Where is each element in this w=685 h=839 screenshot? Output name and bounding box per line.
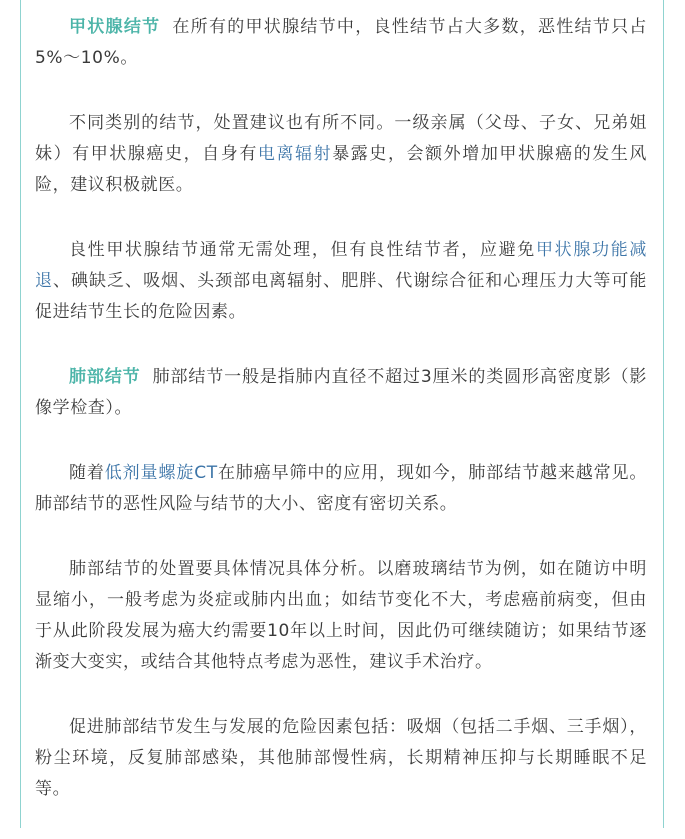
link-ionizing-radiation[interactable]: 电离辐射 <box>257 144 333 164</box>
paragraph-text: 暴露史，会额外增加甲状腺癌的发生风险，建议积极就医。 <box>35 144 648 195</box>
keyword-lung-nodule: 肺部结节 <box>69 367 141 387</box>
paragraph-lung-risk-factors <box>35 712 647 805</box>
paragraph-lung-nodule-intro <box>35 362 647 424</box>
paragraph-text: 不同类别的结节，处置建议也有所不同。一级亲属（父母、子女、兄弟姐妹）有甲状腺癌史，自身有 <box>35 113 647 164</box>
paragraph-lung-management <box>35 554 647 678</box>
paragraph-text: 良性甲状腺结节通常无需处理，但有良性结节者，应避免 <box>69 240 536 260</box>
keyword-thyroid-nodule: 甲状腺结节 <box>69 17 161 37</box>
paragraph-text: 、碘缺乏、吸烟、头颈部电离辐射、肥胖、代谢综合征和心理压力大等可能促进结节生长的危险因素。 <box>35 271 647 322</box>
paragraph-lung-ct <box>35 458 647 520</box>
article-body <box>35 12 647 839</box>
paragraph-thyroid-risk <box>35 108 647 201</box>
link-hypothyroidism[interactable]: 甲状腺功能减退 <box>35 240 647 291</box>
paragraph-text: 肺部结节的处置要具体情况具体分析。以磨玻璃结节为例，如在随访中明显缩小，一般考虑为炎症或肺内出血；如结节变化不大，考虑癌前病变，但由于从此阶段发展为癌大约需要10年以上时间，因此仍可继续随访；如果结节逐渐变大变实，或结合其他特点考虑为恶性，建议手术治疗。 <box>35 559 647 672</box>
paragraph-thyroid-nodule-intro <box>35 12 647 74</box>
paragraph-text: 在肺癌早筛中的应用，现如今，肺部结节越来越常见。肺部结节的恶性风险与结节的大小、密度有密切关系。 <box>35 463 647 514</box>
paragraph-text: 随着 <box>69 463 105 483</box>
paragraph-text: 促进肺部结节发生与发展的危险因素包括：吸烟（包括二手烟、三手烟），粉尘环境，反复肺部感染，其他肺部慢性病，长期精神压抑与长期睡眠不足等。 <box>35 717 647 799</box>
paragraph-text: 肺部结节一般是指肺内直径不超过3厘米的类圆形高密度影（影像学检查）。 <box>35 367 647 418</box>
paragraph-text: 在所有的甲状腺结节中，良性结节占大多数，恶性结节只占5%～10%。 <box>35 17 647 68</box>
link-low-dose-spiral-ct[interactable]: 低剂量螺旋CT <box>104 463 218 483</box>
paragraph-thyroid-benign <box>35 235 647 328</box>
